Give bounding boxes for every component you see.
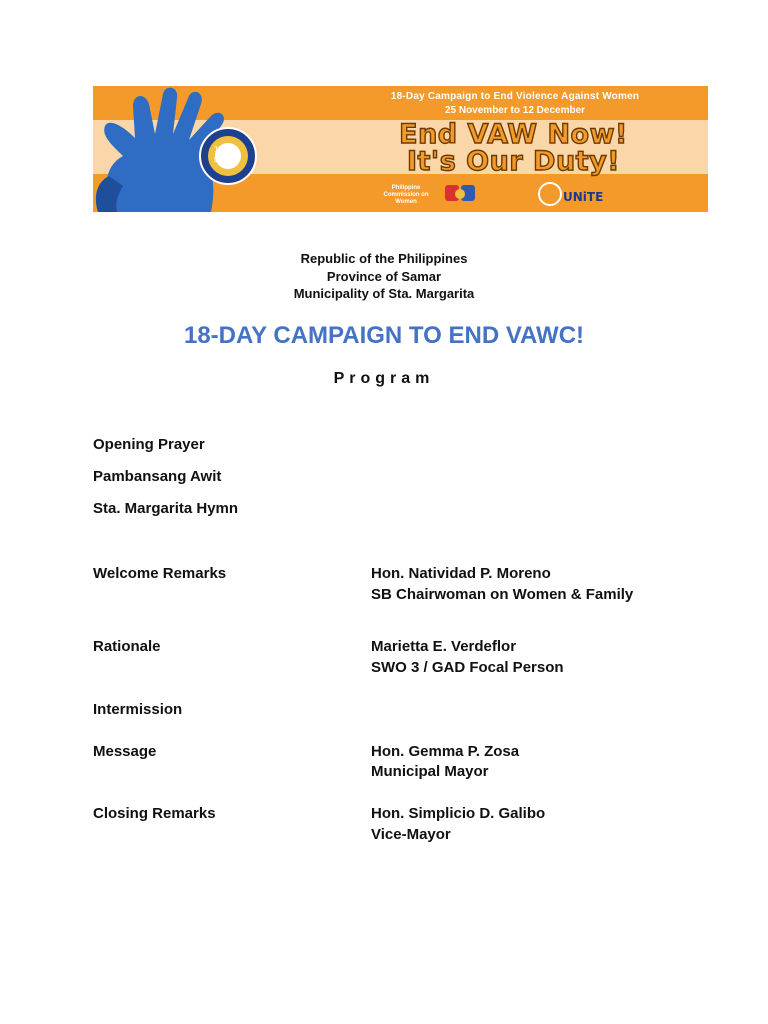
item-closing-label: Closing Remarks: [93, 805, 216, 822]
item-rationale-name: Marietta E. Verdeflor: [371, 638, 517, 655]
header-province: Province of Samar: [326, 269, 442, 284]
campaign-banner: [93, 86, 708, 212]
item-closing-name: Hon. Simplicio D. Galibo: [371, 805, 546, 822]
page-title: 18-DAY CAMPAIGN TO END VAWC!: [183, 322, 585, 349]
slogan-line-1: End VAW Now!: [399, 119, 628, 150]
banner-tagline: 18-Day Campaign to End Violence Against Women: [390, 91, 640, 102]
program-subtitle: Program: [333, 370, 435, 387]
item-welcome-label: Welcome Remarks: [93, 565, 227, 582]
item-opening-prayer: Opening Prayer: [93, 436, 205, 453]
header-republic: Republic of the Philippines: [300, 251, 468, 266]
item-pambansang-awit: Pambansang Awit: [93, 468, 222, 485]
pcw-logo-icon: [443, 182, 485, 206]
badge-number: 18: [214, 145, 223, 154]
item-intermission: Intermission: [93, 701, 183, 718]
item-hymn: Sta. Margarita Hymn: [93, 500, 239, 517]
item-welcome-name: Hon. Natividad P. Moreno: [371, 565, 551, 582]
pcw-label: Philippine Commission on Women: [383, 185, 429, 205]
unite-logo: UNiTE: [563, 190, 604, 204]
banner-slogan: [321, 121, 706, 175]
item-message-label: Message: [93, 743, 157, 760]
item-message-name: Hon. Gemma P. Zosa: [371, 743, 520, 760]
badge-word: DAY: [214, 157, 228, 164]
item-rationale-role: SWO 3 / GAD Focal Person: [371, 659, 564, 676]
item-welcome-role: SB Chairwoman on Women & Family: [371, 586, 634, 603]
item-rationale-label: Rationale: [93, 638, 161, 655]
handprint-icon: [93, 86, 263, 212]
slogan-line-2: It's Our Duty!: [406, 146, 621, 177]
un-seal-icon: [538, 182, 562, 206]
item-message-role: Municipal Mayor: [371, 763, 489, 780]
item-closing-role: Vice-Mayor: [371, 826, 451, 843]
header-municipality: Municipality of Sta. Margarita: [293, 286, 475, 301]
banner-dates: 25 November to 12 December: [444, 105, 586, 116]
